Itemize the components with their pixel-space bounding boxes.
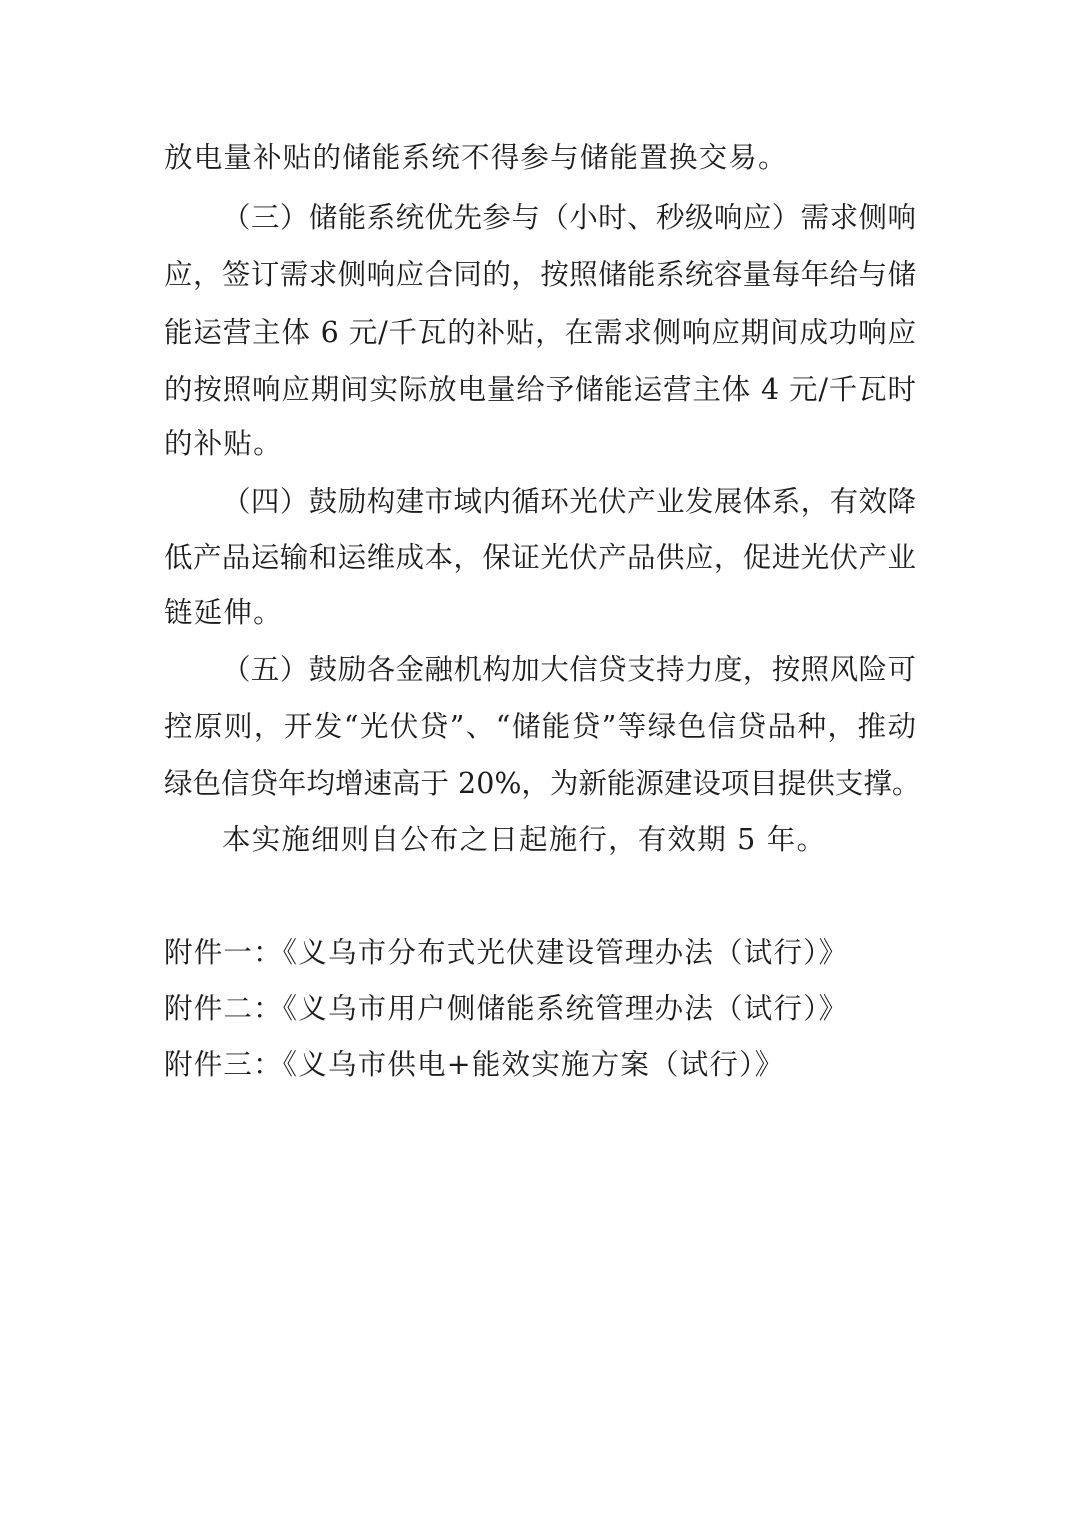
text-line: （四）鼓励构建市域内循环光伏产业发展体系，有效降 [222,485,916,518]
text-line: （五）鼓励各金融机构加大信贷支持力度，按照风险可 [222,653,916,686]
text-line: 放电量补贴的储能系统不得参与储能置换交易。 [164,141,788,174]
text-line: 本实施细则自公布之日起施行，有效期 5 年。 [222,823,827,856]
text-line: 链延伸。 [164,596,283,629]
text-line: 低产品运输和运维成本，保证光伏产品供应，促进光伏产业 [164,541,916,574]
text-line: 的补贴。 [164,427,283,460]
attachment-item: 附件三：《义乌市供电+能效实施方案（试行）》 [164,1048,785,1081]
text-line: （三）储能系统优先参与（小时、秒级响应）需求侧响 [222,201,916,234]
attachment-item: 附件一：《义乌市分布式光伏建设管理办法（试行）》 [164,936,849,969]
text-line: 控原则，开发“光伏贷”、“储能贷”等绿色信贷品种，推动 [164,710,916,743]
text-line: 应，签订需求侧响应合同的，按照储能系统容量每年给与储 [164,258,916,291]
text-line: 的按照响应期间实际放电量给予储能运营主体 4 元/千瓦时 [164,373,916,406]
text-line: 绿色信贷年均增速高于 20%，为新能源建设项目提供支撑。 [164,767,921,800]
attachment-item: 附件二：《义乌市用户侧储能系统管理办法（试行）》 [164,992,849,1025]
text-line: 能运营主体 6 元/千瓦的补贴，在需求侧响应期间成功响应 [164,316,916,349]
